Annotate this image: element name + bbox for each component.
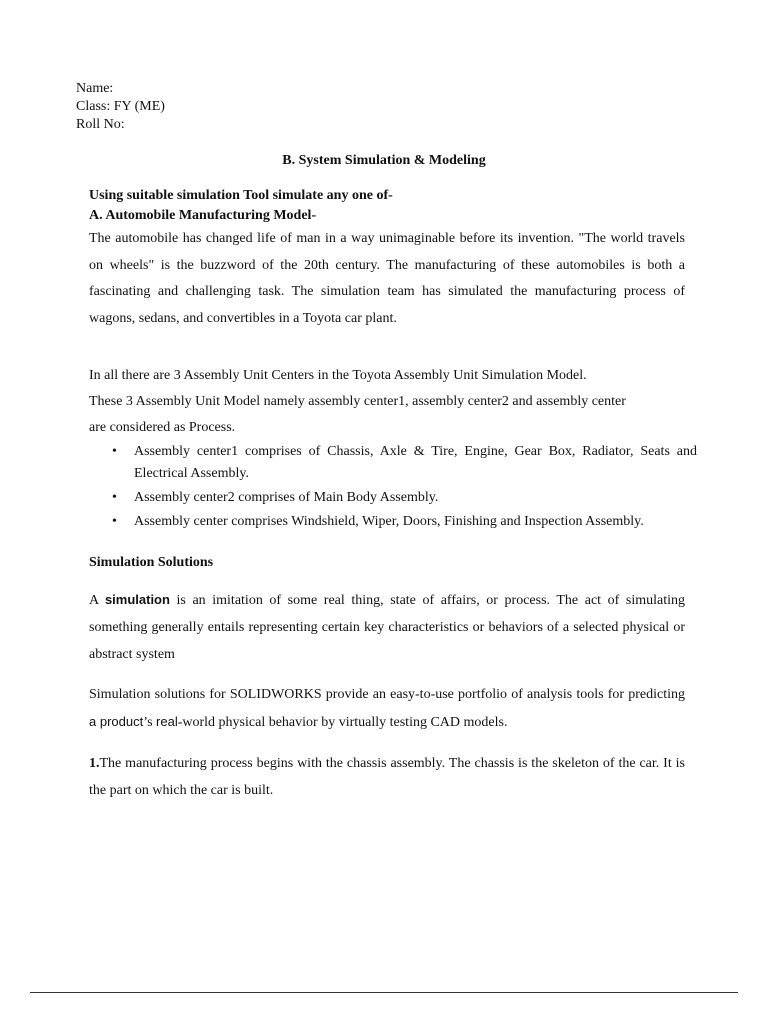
list-item-text: Assembly center comprises Windshield, Wiper, Doors, Finishing and Inspection Assembly. bbox=[134, 514, 644, 530]
list-item-text: Assembly center1 comprises of Chassis, Axle & Tire, Engine, Gear Box, Radiator, Seats and Electrical Assembly. bbox=[134, 443, 697, 482]
section-heading: Simulation Solutions bbox=[89, 555, 214, 571]
spacer bbox=[89, 333, 685, 363]
document-title: B. System Simulation & Modeling bbox=[282, 153, 486, 168]
assembly-intro-line: In all there are 3 Assembly Unit Centers in the Toyota Assembly Unit Simulation Model. bbox=[89, 367, 587, 383]
tools-text-real: real bbox=[156, 714, 178, 730]
spacer bbox=[89, 573, 685, 587]
step-text: The manufacturing process begins with the chassis assembly. The chassis is the skeleton of the car. It is the part on which the car is built. bbox=[89, 755, 685, 798]
spacer bbox=[89, 668, 685, 682]
list-item bbox=[89, 487, 697, 510]
tools-text-end: -world physical behavior by virtually testing CAD models. bbox=[177, 715, 508, 731]
list-item bbox=[89, 441, 697, 486]
list-item-text: Assembly center2 comprises of Main Body Assembly. bbox=[134, 490, 439, 506]
assembly-process-line: are considered as Process. bbox=[89, 419, 236, 435]
definition-text: is an imitation of some real thing, state of affairs, or process. The act of simulating something generally entails representing certain key characteristics or behaviors of a selected physical or abstract system bbox=[89, 593, 685, 662]
simulation-definition-paragraph bbox=[89, 587, 685, 668]
page-bottom-divider bbox=[30, 992, 738, 993]
tools-text-apostrophe: ’s bbox=[143, 715, 157, 731]
tools-text-product: a product bbox=[89, 714, 144, 730]
definition-term: simulation bbox=[104, 592, 170, 608]
bullet-icon: • bbox=[112, 514, 117, 530]
student-info-block bbox=[76, 80, 165, 134]
task-instruction: Using suitable simulation Tool simulate any one of- bbox=[89, 188, 393, 203]
list-item bbox=[89, 511, 697, 534]
roll-field-label: Roll No: bbox=[76, 117, 125, 132]
intro-paragraph: The automobile has changed life of man in a way unimaginable before its invention. "The world travels on wheels" is the buzzword of the 20th century. The manufacturing of these automobiles is both a fascinating and challenging task. The simulation team has simulated the manufacturing process of wagons, sedans, and convertibles in a Toyota car plant. bbox=[89, 231, 685, 327]
class-field-label: Class: FY (ME) bbox=[76, 99, 165, 114]
assembly-center-list bbox=[89, 441, 697, 534]
assembly-names-line: These 3 Assembly Unit Model namely assembly center1, assembly center2 and assembly center bbox=[89, 393, 626, 409]
simulation-tools-paragraph bbox=[89, 682, 685, 736]
step-number: 1. bbox=[89, 755, 100, 771]
bullet-icon: • bbox=[112, 490, 117, 506]
definition-prefix: A bbox=[89, 593, 105, 609]
option-heading: A. Automobile Manufacturing Model- bbox=[89, 208, 317, 223]
spacer bbox=[89, 737, 685, 751]
tools-text-start: Simulation solutions for SOLIDWORKS provide an easy-to-use portfolio of analysis tools for predicting bbox=[89, 687, 685, 703]
step-one-paragraph bbox=[89, 751, 685, 804]
spacer bbox=[89, 535, 685, 553]
bullet-icon: • bbox=[112, 443, 117, 459]
name-field-label: Name: bbox=[76, 81, 114, 96]
document-body bbox=[89, 186, 697, 804]
